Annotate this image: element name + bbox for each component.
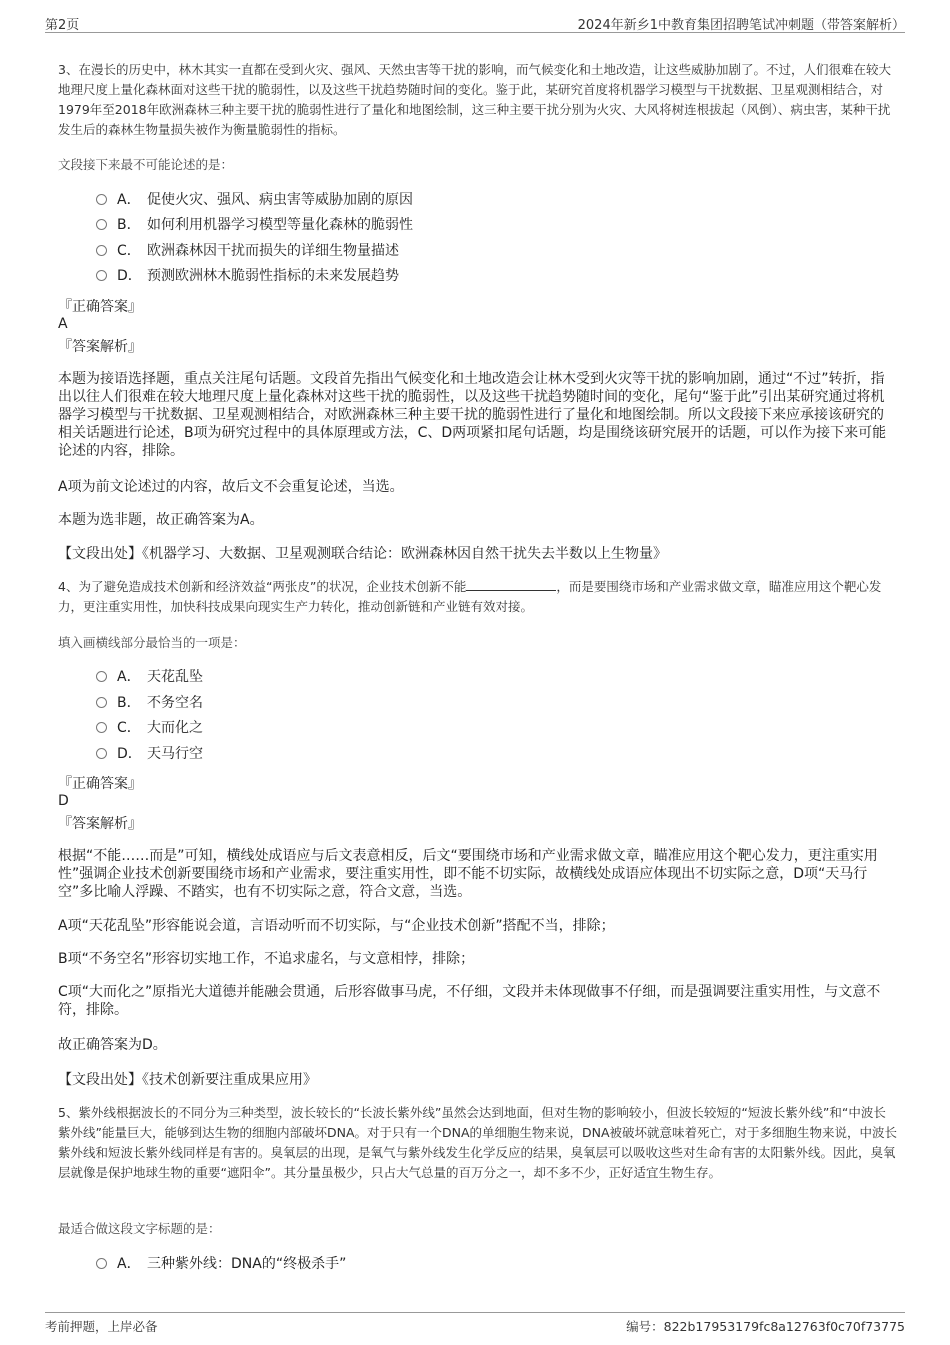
question-4-stem: 4、为了避免造成技术创新和经济效益“两张皮”的状况，企业技术创新不能 ，而是要围绕市场和产业需求做文章，瞄准应用这个靶心发力，更注重实用性，加快科技成果向现实生产力转化，推动创新链和产业链有效对接。 <box>58 579 882 614</box>
q3-option-c[interactable]: C． 欧洲森林因干扰而损失的详细生物量描述 <box>96 240 399 262</box>
radio-icon[interactable] <box>96 748 107 759</box>
radio-icon[interactable] <box>96 671 107 682</box>
question-5-prompt: 最适合做这段文字标题的是： <box>58 1221 221 1236</box>
document-id: 编号：822b17953179fc8a12763f0c70f73775 <box>626 1319 905 1334</box>
question-3-stem: 3、在漫长的历史中，林木其实一直都在受到火灾、强风、天然虫害等干扰的影响，而气候变化和土地改造，让这些威胁加剧了。不过，人们很难在较大地理尺度上量化森林面对这些干扰的脆弱性，以及这些干扰趋势随时间的变化。鉴于此，某研究首度将机器学习模型与干扰数据、卫星观测相结合，对1979年至2018年欧洲森林三种主要干扰的脆弱性进行了量化和地图绘制，这三种主要干扰分别为火灾、大风将树连根拔起（风倒）、病虫害，某种干扰发生后的森林生物量损失被作为衡量脆弱性的指标。 <box>58 62 891 137</box>
page-footer <box>45 1312 905 1333</box>
q3-analysis-para-1: 本题为接语选择题，重点关注尾句话题。文段首先指出气候变化和土地改造会让林木受到火灾等干扰的影响加剧，通过“不过”转折，指出以往人们很难在较大地理尺度上量化森林对这些干扰的脆弱性，以及这些干扰趋势随时间的变化，尾句“鉴于此”引出某研究通过将机器学习模型与干扰数据、卫星观测相结合，对欧洲森林三种主要干扰的脆弱性进行了量化和地图绘制。所以文段接下来应承接该研究的相关话题进行论述，B项为研究过程中的具体原理或方法，C、D两项紧扣尾句话题，均是围绕该研究展开的话题，可以作为接下来可能论述的内容，排除。 <box>58 371 887 459</box>
q4-analysis-para-1: 根据“不能……而是”可知，横线处成语应与后文表意相反，后文“要围绕市场和产业需求做文章，瞄准应用这个靶心发力，更注重实用性”强调企业技术创新要围绕市场和产业需求，要注重实用性，即不能不切实际，故横线处成语应体现出不切实际之意，D项“天马行空”多比喻人浮躁、不踏实，也有不切实际之意，符合文意，当选。 <box>58 848 878 900</box>
q3-option-b[interactable]: B． 如何利用机器学习模型等量化森林的脆弱性 <box>96 214 413 236</box>
q4-source: 【文段出处】《技术创新要注重成果应用》 <box>58 1072 317 1088</box>
document-title: 2024年新乡1中教育集团招聘笔试冲刺题（带答案解析） <box>577 18 905 33</box>
radio-icon[interactable] <box>96 245 107 256</box>
question-4-prompt: 填入画横线部分最恰当的一项是： <box>58 635 246 650</box>
radio-icon[interactable] <box>96 194 107 205</box>
q4-option-a[interactable]: A． 天花乱坠 <box>96 666 203 688</box>
radio-icon[interactable] <box>96 270 107 281</box>
radio-icon[interactable] <box>96 697 107 708</box>
q4-option-c[interactable]: C． 大而化之 <box>96 717 203 739</box>
q3-answer: A <box>58 316 68 332</box>
page-header <box>45 12 905 33</box>
q4-analysis-label: 『答案解析』 <box>58 816 142 832</box>
q4-answer: D <box>58 793 69 809</box>
radio-icon[interactable] <box>96 219 107 230</box>
q4-analysis-para-5: 故正确答案为D。 <box>58 1037 167 1053</box>
radio-icon[interactable] <box>96 722 107 733</box>
q4-analysis-para-3: B项“不务空名”形容切实地工作，不追求虚名，与文意相悖，排除； <box>58 951 475 967</box>
page-number: 第2页 <box>45 18 80 33</box>
q5-option-a[interactable]: A． 三种紫外线：DNA的“终极杀手” <box>96 1253 346 1275</box>
q4-analysis-para-2: A项“天花乱坠”形容能说会道，言语动听而不切实际，与“企业技术创新”搭配不当，排除； <box>58 918 615 934</box>
q3-source: 【文段出处】《机器学习、大数据、卫星观测联合结论：欧洲森林因自然干扰失去半数以上生物量》 <box>58 546 667 562</box>
q3-analysis-label: 『答案解析』 <box>58 339 142 355</box>
q4-option-d[interactable]: D． 天马行空 <box>96 743 203 765</box>
question-3-prompt: 文段接下来最不可能论述的是： <box>58 157 234 172</box>
fill-in-blank[interactable] <box>466 578 556 591</box>
q4-answer-label: 『正确答案』 <box>58 776 142 792</box>
q3-answer-label: 『正确答案』 <box>58 299 142 315</box>
radio-icon[interactable] <box>96 1258 107 1269</box>
footer-slogan: 考前押题，上岸必备 <box>45 1319 158 1334</box>
question-5-stem: 5、紫外线根据波长的不同分为三种类型，波长较长的“长波长紫外线”虽然会达到地面，但对生物的影响较小，但波长较短的“短波长紫外线”和“中波长紫外线”能量巨大，能够到达生物的细胞内部破坏DNA。对于只有一个DNA的单细胞生物来说，DNA被破坏就意味着死亡，对于多细胞生物来说，中波长紫外线和短波长紫外线同样是有害的。臭氧层的出现，是氧气与紫外线发生化学反应的结果，臭氧层可以吸收这些对生命有害的太阳紫外线。因此，臭氧层就像是保护地球生物的重要“遮阳伞”。其分量虽极少，只占大气总量的百万分之一，却不多不少，正好适宜生物生存。 <box>58 1105 898 1180</box>
q3-analysis-para-2: A项为前文论述过的内容，故后文不会重复论述，当选。 <box>58 479 404 495</box>
q4-analysis-para-4: C项“大而化之”原指光大道德并能融会贯通，后形容做事马虎，不仔细，文段并未体现做事不仔细，而是强调要注重实用性，与文意不符，排除。 <box>58 984 881 1018</box>
q3-analysis-para-3: 本题为选非题，故正确答案为A。 <box>58 512 264 528</box>
q3-option-a[interactable]: A． 促使火灾、强风、病虫害等威胁加剧的原因 <box>96 189 413 211</box>
q3-option-d[interactable]: D． 预测欧洲林木脆弱性指标的未来发展趋势 <box>96 265 399 287</box>
q4-option-b[interactable]: B． 不务空名 <box>96 692 203 714</box>
